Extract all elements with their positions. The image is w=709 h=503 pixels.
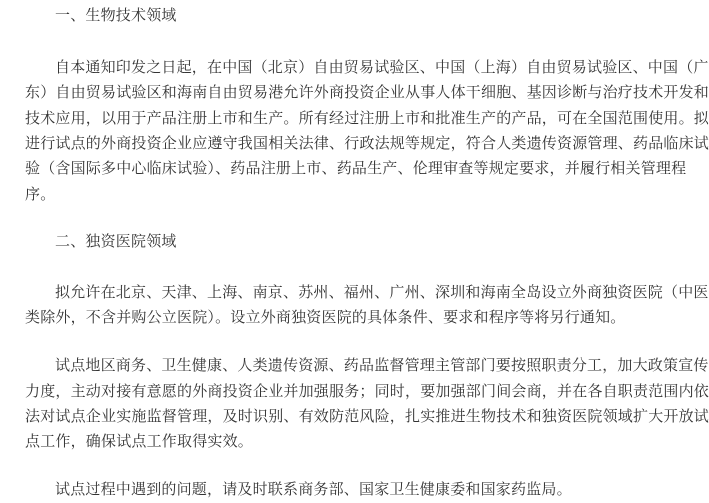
paragraph-line: 类除外，不含并购公立医院）。设立外商独资医院的具体条件、要求和程序等将另行通知。 bbox=[25, 308, 626, 326]
paragraph-line: 验（含国际多中心临床试验）、药品注册上市、药品生产、伦理审查等规定要求，并履行相关管理程 bbox=[25, 159, 687, 177]
paragraph-line: 序。 bbox=[25, 185, 56, 203]
paragraph-line: 试点地区商务、卫生健康、人类遗传资源、药品监督管理主管部门要按照职责分工，加大政策宣传 bbox=[55, 356, 709, 374]
paragraph-line: 法对试点企业实施监督管理，及时识别、有效防范风险，扎实推进生物技术和独资医院领域扩大开放试 bbox=[25, 407, 709, 425]
paragraph-line: 力度，主动对接有意愿的外商投资企业并加强服务；同时，要加强部门间会商，并在各自职责范围内依 bbox=[25, 382, 709, 400]
paragraph-line: 技术应用，以用于产品注册上市和生产。所有经过注册上市和批准生产的产品，可在全国范围使用。拟 bbox=[25, 109, 709, 127]
paragraph-line: 进行试点的外商投资企业应遵守我国相关法律、行政法规等规定，符合人类遗传资源管理、药品临床试 bbox=[25, 134, 709, 152]
section-heading-hospital: 二、独资医院领域 bbox=[55, 232, 177, 250]
section-heading-biotech: 一、生物技术领域 bbox=[55, 6, 177, 24]
paragraph-line: 自本通知印发之日起，在中国（北京）自由贸易试验区、中国（上海）自由贸易试验区、中国（广 bbox=[55, 58, 709, 76]
paragraph-line: 点工作，确保试点工作取得实效。 bbox=[25, 432, 254, 450]
paragraph-line: 试点过程中遇到的问题，请及时联系商务部、国家卫生健康委和国家药监局。 bbox=[55, 480, 572, 498]
paragraph-line: 拟允许在北京、天津、上海、南京、苏州、福州、广州、深圳和海南全岛设立外商独资医院（中医 bbox=[55, 283, 709, 301]
paragraph-line: 东）自由贸易试验区和海南自由贸易港允许外商投资企业从事人体干细胞、基因诊断与治疗技术开发和 bbox=[25, 83, 709, 101]
